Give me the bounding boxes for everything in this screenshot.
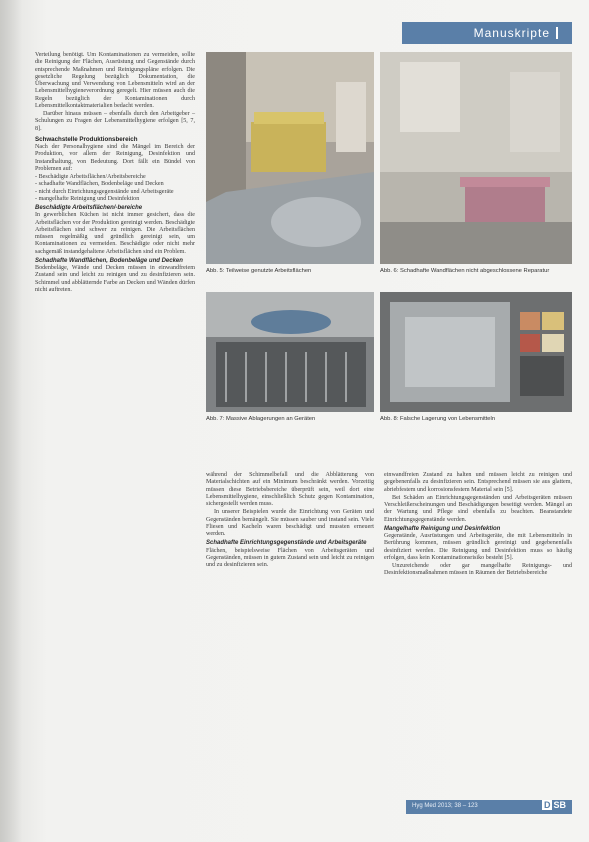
list-item: - nicht durch Einrichtungsgegenstände und Arbeitsgeräte [41,189,195,196]
paragraph: einwandfreien Zustand zu halten und müssen leicht zu reinigen und gegebenenfalls zu desinfizieren sein. Entsprechend müssen sie aus glattem, abriebfestem und korrosionsfestem Material sein [5]. [384,472,572,493]
section-header: Manuskripte [402,22,572,44]
text-column-2 [206,472,374,570]
list-item: - mangelhafte Reinigung und Desinfektion [41,196,195,203]
subheading: Beschädigte Arbeitsflächen/-bereiche [35,205,143,211]
subheading: Schadhafte Wandflächen, Bodenbeläge und Decken [35,257,183,264]
figure-7-photo [206,292,374,412]
list-item: - schadhafte Wandflächen, Bodenbeläge und Decken [41,181,195,188]
paragraph: Unzureichende oder gar mangelhafte Reinigungs- und Desinfektionsmaßnahmen müssen in Räumen der Betriebsbereiche [384,563,572,577]
figure-5-caption: Abb. 5: Teilweise genutzte Arbeitsflächen [206,268,312,274]
figure-7-caption: Abb. 7: Massive Ablagerungen an Geräten [206,416,316,422]
text-column-1 [35,52,195,295]
figure-6-caption: Abb. 6: Schadhafte Wandflächen nicht abgeschlossene Reparatur [380,268,550,274]
figure-6-photo [380,52,572,264]
paragraph: Gegenstände, Ausrüstungen und Arbeitsgeräte, die mit Lebensmitteln in Berührung kommen, müssen gründlich gereinigt und gegebenenfalls desinfiziert werden. Die Reinigung und Desinfektion muss so häufig erfolgen, dass kein Kontaminationsrisiko besteht [5]. [384,533,572,561]
paragraph: Bei Schäden an Einrichtungsgegenständen und Arbeitsgeräten müssen Verschleißerscheinungen und Beschädigungen beseitigt werden. Mängel an der Wartung und Pflege sind ebenfalls zu beachten. Beanstandete Einrichtungsgegenstände werden. [384,494,572,523]
publisher-logo: D SB [543,800,566,810]
page-footer [406,800,572,814]
paragraph: während der Schimmelbefall und die Abblätterung von Materialschichten auf ein Minimum beschränkt werden. Vorzeitig müssen diese Betriebsbereiche überprüft sein, weil dort eine Lebensmittelhygiene, einschließlich Schutz gegen Kontamination, sichergestellt werden muss. [206,472,374,507]
subheading: Schwachstelle Produktionsbereich [35,135,138,143]
paragraph: Flächen, beispielsweise Flächen von Arbeitsgeräten und Gegenständen, müssen in gutem Zustand sein und leicht zu reinigen und zu desinfizieren sein. [206,547,374,568]
paragraph: Darüber hinaus müssen – ebenfalls durch den Arbeitgeber – Schulungen zu Fragen der Lebensmittelhygiene erfolgen [5, 7, 8]. [35,111,195,132]
paragraph: In gewerblichen Küchen ist nicht immer gesichert, dass die Arbeitsflächen vor der Produktion gereinigt werden. Beschädigte Arbeitsflächen sind schwer zu reinigen. Die Arbeitsflächen müssen regelmäßig und gründlich gereinigt sein, um Kontaminationen zu vermeiden. Beschädigte oder nicht mehr sachgemäß instandgehaltene Arbeitsflächen sind ein Problem. [35,212,195,255]
paragraph: Nach der Personalhygiene sind die Mängel im Bereich der Produktion, vor allem der Reinigung, Desinfektion und Instandhaltung, von Bedeutung. Dort fällt ein Bündel von Problemen auf: [35,144,195,172]
binding-gutter [0,0,22,842]
paragraph: Bodenbeläge, Wände und Decken müssen in einwandfreiem Zustand sein und leicht zu reinigen und zu desinfizieren sein. Schimmel und abblätternde Farbe an Decken und Wänden dürfen nicht auftreten. [35,265,195,293]
text-column-3 [384,472,572,579]
list-item: - Beschädigte Arbeitsflächen/Arbeitsbereiche [41,174,195,181]
figure-8-photo [380,292,572,412]
subheading: Mangelhafte Reinigung und Desinfektion [384,525,501,532]
bullet-list [35,174,195,203]
subheading: Schadhafte Einrichtungsgegenstände und Arbeitsgeräte [206,540,367,547]
paragraph: Verteilung benötigt. Um Kontaminationen zu vermeiden, sollte die Reinigung der Flächen, Ausrüstung und Gegenstände durch entsprechende Maßnahmen und Reinigungspläne erfolgen. Die gesetzliche Regelung bezüglich Dokumentation, die Überwachung und Verwendung von Lebensmitteln wird an der Lebensmittelhygieneverordnung geregelt. Hier müssen auch die Regeln bezüglich der Kontaminationen durch Lebensmittelkontaktmaterialien bedacht werden. [35,52,195,109]
figure-8-caption: Abb. 8: Falsche Lagerung von Lebensmitteln [380,416,496,422]
paragraph: In unserer Beispielen wurde die Einrichtung von Geräten und Gegenständen bemängelt. Sie müssen sauber und instand sein. Viele Fliesen und Kacheln waren beschädigt und mussten erneuert werden. [206,509,374,537]
citation: Hyg Med 2013; 38 – 123 [412,803,478,809]
figure-5-photo [206,52,374,264]
